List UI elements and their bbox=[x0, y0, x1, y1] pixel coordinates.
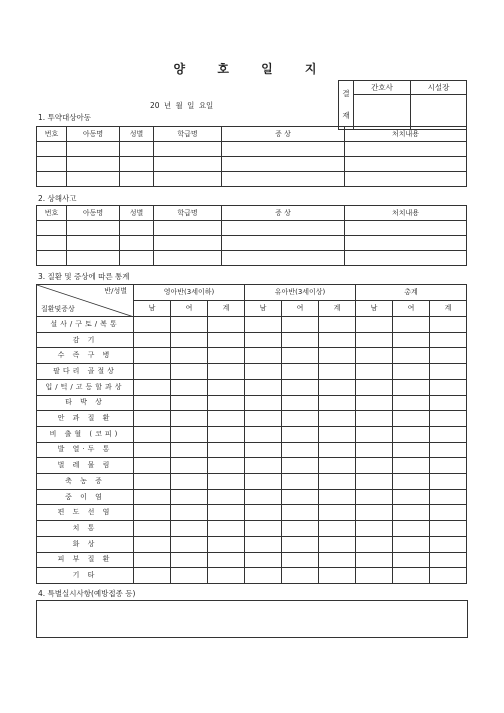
count-cell[interactable] bbox=[393, 442, 430, 458]
gender-subheader: 계 bbox=[208, 301, 245, 317]
count-cell[interactable] bbox=[134, 411, 171, 427]
count-cell[interactable] bbox=[245, 442, 282, 458]
count-cell[interactable] bbox=[356, 395, 393, 411]
corner-label-top: 반/성별 bbox=[104, 287, 127, 295]
count-cell[interactable] bbox=[282, 521, 319, 537]
count-cell[interactable] bbox=[282, 379, 319, 395]
count-cell[interactable] bbox=[208, 395, 245, 411]
table-row[interactable] bbox=[37, 142, 467, 157]
count-cell[interactable] bbox=[282, 474, 319, 490]
count-cell[interactable] bbox=[245, 568, 282, 584]
count-cell[interactable] bbox=[134, 364, 171, 380]
section2-header-row bbox=[37, 206, 467, 221]
count-cell[interactable] bbox=[319, 536, 356, 552]
count-cell[interactable] bbox=[208, 489, 245, 505]
count-cell[interactable] bbox=[430, 505, 467, 521]
table-row bbox=[37, 568, 467, 584]
count-cell[interactable] bbox=[356, 332, 393, 348]
condition-label: 편 도 선 염 bbox=[37, 505, 134, 521]
count-cell[interactable] bbox=[356, 474, 393, 490]
gender-subheader: 남 bbox=[245, 301, 282, 317]
count-cell[interactable] bbox=[208, 379, 245, 395]
count-cell[interactable] bbox=[430, 442, 467, 458]
count-cell[interactable] bbox=[393, 332, 430, 348]
count-cell[interactable] bbox=[282, 364, 319, 380]
count-cell[interactable] bbox=[356, 505, 393, 521]
table-row bbox=[37, 426, 467, 442]
count-cell[interactable] bbox=[171, 332, 208, 348]
condition-label: 입/턱/고등할과상 bbox=[37, 379, 134, 395]
condition-label: 수 족 구 병 bbox=[37, 348, 134, 364]
count-cell[interactable] bbox=[356, 364, 393, 380]
group-toddler: 유아반(3세이상) bbox=[245, 285, 356, 301]
section1-header-row bbox=[37, 127, 467, 142]
count-cell[interactable] bbox=[171, 489, 208, 505]
condition-label: 치 통 bbox=[37, 521, 134, 537]
count-cell[interactable] bbox=[393, 521, 430, 537]
count-cell[interactable] bbox=[393, 458, 430, 474]
count-cell[interactable] bbox=[208, 332, 245, 348]
count-cell[interactable] bbox=[393, 489, 430, 505]
header-class: 학급명 bbox=[154, 127, 222, 142]
count-cell[interactable] bbox=[282, 489, 319, 505]
condition-label: 피 부 질 환 bbox=[37, 552, 134, 568]
count-cell[interactable] bbox=[245, 348, 282, 364]
count-cell[interactable] bbox=[393, 317, 430, 333]
gender-subheader: 여 bbox=[171, 301, 208, 317]
count-cell[interactable] bbox=[430, 568, 467, 584]
table-row bbox=[37, 317, 467, 333]
count-cell[interactable] bbox=[171, 317, 208, 333]
header-symptom: 증 상 bbox=[222, 127, 345, 142]
group-infant: 영아반(3세이하) bbox=[134, 285, 245, 301]
count-cell[interactable] bbox=[319, 458, 356, 474]
count-cell[interactable] bbox=[393, 395, 430, 411]
count-cell[interactable] bbox=[319, 411, 356, 427]
count-cell[interactable] bbox=[393, 411, 430, 427]
count-cell[interactable] bbox=[134, 379, 171, 395]
date-line: 20 년 월 일 요일 bbox=[150, 101, 214, 110]
count-cell[interactable] bbox=[430, 364, 467, 380]
count-cell[interactable] bbox=[245, 552, 282, 568]
count-cell[interactable] bbox=[245, 474, 282, 490]
count-cell[interactable] bbox=[393, 505, 430, 521]
count-cell[interactable] bbox=[319, 317, 356, 333]
count-cell[interactable] bbox=[319, 552, 356, 568]
count-cell[interactable] bbox=[282, 317, 319, 333]
count-cell[interactable] bbox=[134, 442, 171, 458]
count-cell[interactable] bbox=[356, 458, 393, 474]
section4-title: 4. 특별실시사항(예방접종 등) bbox=[38, 589, 136, 598]
header-no: 번호 bbox=[37, 206, 67, 221]
count-cell[interactable] bbox=[430, 348, 467, 364]
count-cell[interactable] bbox=[245, 395, 282, 411]
count-cell[interactable] bbox=[393, 536, 430, 552]
count-cell[interactable] bbox=[282, 411, 319, 427]
count-cell[interactable] bbox=[393, 426, 430, 442]
count-cell[interactable] bbox=[319, 505, 356, 521]
count-cell[interactable] bbox=[245, 489, 282, 505]
count-cell[interactable] bbox=[319, 442, 356, 458]
count-cell[interactable] bbox=[356, 568, 393, 584]
table-row bbox=[37, 442, 467, 458]
table-row bbox=[37, 521, 467, 537]
approval-signature-nurse[interactable] bbox=[354, 95, 411, 130]
count-cell[interactable] bbox=[282, 458, 319, 474]
count-cell[interactable] bbox=[208, 505, 245, 521]
table-row bbox=[37, 411, 467, 427]
count-cell[interactable] bbox=[171, 395, 208, 411]
count-cell[interactable] bbox=[208, 552, 245, 568]
count-cell[interactable] bbox=[356, 442, 393, 458]
corner-label-bottom: 질환및증상 bbox=[41, 305, 75, 313]
count-cell[interactable] bbox=[282, 568, 319, 584]
count-cell[interactable] bbox=[430, 521, 467, 537]
gender-subheader: 여 bbox=[393, 301, 430, 317]
count-cell[interactable] bbox=[171, 568, 208, 584]
count-cell[interactable] bbox=[356, 521, 393, 537]
approval-header-nurse: 간호사 bbox=[354, 81, 411, 95]
gender-subheader: 남 bbox=[134, 301, 171, 317]
count-cell[interactable] bbox=[134, 552, 171, 568]
count-cell[interactable] bbox=[208, 364, 245, 380]
table-row[interactable] bbox=[37, 236, 467, 251]
count-cell[interactable] bbox=[430, 332, 467, 348]
count-cell[interactable] bbox=[356, 411, 393, 427]
condition-label: 안 과 질 환 bbox=[37, 411, 134, 427]
count-cell[interactable] bbox=[134, 521, 171, 537]
count-cell[interactable] bbox=[393, 348, 430, 364]
count-cell[interactable] bbox=[171, 536, 208, 552]
header-class: 학급명 bbox=[154, 206, 222, 221]
approval-header-director: 시설장 bbox=[411, 81, 467, 95]
count-cell[interactable] bbox=[134, 426, 171, 442]
count-cell[interactable] bbox=[171, 458, 208, 474]
condition-label: 팔다리 골절상 bbox=[37, 364, 134, 380]
count-cell[interactable] bbox=[430, 536, 467, 552]
count-cell[interactable] bbox=[356, 552, 393, 568]
count-cell[interactable] bbox=[171, 521, 208, 537]
approval-label: 결 재 bbox=[339, 81, 354, 130]
count-cell[interactable] bbox=[245, 426, 282, 442]
count-cell[interactable] bbox=[245, 379, 282, 395]
header-treatment: 처치내용 bbox=[345, 127, 467, 142]
header-treatment: 처치내용 bbox=[345, 206, 467, 221]
count-cell[interactable] bbox=[171, 442, 208, 458]
table-row bbox=[37, 536, 467, 552]
count-cell[interactable] bbox=[430, 426, 467, 442]
count-cell[interactable] bbox=[134, 536, 171, 552]
table-row bbox=[37, 395, 467, 411]
condition-label: 화 상 bbox=[37, 536, 134, 552]
count-cell[interactable] bbox=[134, 505, 171, 521]
count-cell[interactable] bbox=[356, 489, 393, 505]
condition-label: 설사/구토/복통 bbox=[37, 317, 134, 333]
count-cell[interactable] bbox=[171, 505, 208, 521]
gender-subheader: 계 bbox=[319, 301, 356, 317]
count-cell[interactable] bbox=[393, 379, 430, 395]
table-row bbox=[37, 348, 467, 364]
count-cell[interactable] bbox=[319, 521, 356, 537]
count-cell[interactable] bbox=[208, 568, 245, 584]
count-cell[interactable] bbox=[393, 552, 430, 568]
count-cell[interactable] bbox=[319, 348, 356, 364]
count-cell[interactable] bbox=[319, 395, 356, 411]
section1-title: 1. 투약대상아동 bbox=[38, 113, 92, 122]
count-cell[interactable] bbox=[245, 505, 282, 521]
count-cell[interactable] bbox=[208, 536, 245, 552]
table-row[interactable] bbox=[37, 172, 467, 187]
table-row bbox=[37, 474, 467, 490]
header-gender: 성별 bbox=[120, 127, 154, 142]
count-cell[interactable] bbox=[282, 505, 319, 521]
header-child-name: 아동명 bbox=[67, 127, 120, 142]
condition-label: 중 이 염 bbox=[37, 489, 134, 505]
count-cell[interactable] bbox=[282, 348, 319, 364]
section3-title: 3. 질환 및 증상에 따른 통계 bbox=[38, 272, 130, 281]
table-row bbox=[37, 505, 467, 521]
count-cell[interactable] bbox=[282, 426, 319, 442]
count-cell[interactable] bbox=[430, 489, 467, 505]
section2-title: 2. 상해사고 bbox=[38, 194, 77, 203]
table-row bbox=[37, 458, 467, 474]
condition-label: 타 박 상 bbox=[37, 395, 134, 411]
count-cell[interactable] bbox=[245, 411, 282, 427]
count-cell[interactable] bbox=[208, 317, 245, 333]
stats-corner-cell bbox=[37, 285, 134, 317]
count-cell[interactable] bbox=[319, 426, 356, 442]
count-cell[interactable] bbox=[171, 411, 208, 427]
count-cell[interactable] bbox=[171, 348, 208, 364]
table-row bbox=[37, 379, 467, 395]
count-cell[interactable] bbox=[430, 379, 467, 395]
count-cell[interactable] bbox=[208, 442, 245, 458]
gender-subheader: 계 bbox=[430, 301, 467, 317]
group-total: 총계 bbox=[356, 285, 467, 301]
table-row bbox=[37, 364, 467, 380]
count-cell[interactable] bbox=[319, 489, 356, 505]
gender-subheader: 여 bbox=[282, 301, 319, 317]
count-cell[interactable] bbox=[134, 489, 171, 505]
count-cell[interactable] bbox=[393, 568, 430, 584]
condition-label: 비 출혈 (코피) bbox=[37, 426, 134, 442]
count-cell[interactable] bbox=[245, 458, 282, 474]
count-cell[interactable] bbox=[134, 474, 171, 490]
approval-signature-director[interactable] bbox=[411, 95, 467, 130]
page-title: 양 호 일 지 bbox=[173, 62, 331, 76]
count-cell[interactable] bbox=[430, 317, 467, 333]
count-cell[interactable] bbox=[134, 348, 171, 364]
count-cell[interactable] bbox=[393, 474, 430, 490]
count-cell[interactable] bbox=[430, 395, 467, 411]
count-cell[interactable] bbox=[208, 521, 245, 537]
count-cell[interactable] bbox=[430, 552, 467, 568]
count-cell[interactable] bbox=[430, 458, 467, 474]
count-cell[interactable] bbox=[171, 552, 208, 568]
count-cell[interactable] bbox=[171, 364, 208, 380]
count-cell[interactable] bbox=[393, 364, 430, 380]
header-symptom: 증 상 bbox=[222, 206, 345, 221]
count-cell[interactable] bbox=[245, 536, 282, 552]
table-row bbox=[37, 489, 467, 505]
count-cell[interactable] bbox=[245, 521, 282, 537]
condition-label: 기 타 bbox=[37, 568, 134, 584]
count-cell[interactable] bbox=[245, 317, 282, 333]
count-cell[interactable] bbox=[430, 474, 467, 490]
count-cell[interactable] bbox=[171, 379, 208, 395]
table-row[interactable] bbox=[37, 251, 467, 266]
count-cell[interactable] bbox=[356, 317, 393, 333]
section1-table bbox=[36, 126, 467, 187]
section2-table bbox=[36, 205, 467, 266]
table-row[interactable] bbox=[37, 157, 467, 172]
count-cell[interactable] bbox=[356, 379, 393, 395]
condition-label: 벌 레 물 림 bbox=[37, 458, 134, 474]
count-cell[interactable] bbox=[319, 568, 356, 584]
count-cell[interactable] bbox=[356, 536, 393, 552]
count-cell[interactable] bbox=[282, 536, 319, 552]
count-cell[interactable] bbox=[134, 458, 171, 474]
table-row bbox=[37, 332, 467, 348]
section3-stats-table bbox=[36, 284, 467, 584]
header-no: 번호 bbox=[37, 127, 67, 142]
gender-subheader: 남 bbox=[356, 301, 393, 317]
table-row bbox=[37, 552, 467, 568]
count-cell[interactable] bbox=[134, 395, 171, 411]
condition-label: 발 열·두 통 bbox=[37, 442, 134, 458]
count-cell[interactable] bbox=[319, 364, 356, 380]
count-cell[interactable] bbox=[208, 411, 245, 427]
count-cell[interactable] bbox=[356, 426, 393, 442]
count-cell[interactable] bbox=[208, 426, 245, 442]
count-cell[interactable] bbox=[134, 568, 171, 584]
special-notes-field[interactable] bbox=[36, 600, 468, 638]
count-cell[interactable] bbox=[319, 379, 356, 395]
count-cell[interactable] bbox=[319, 332, 356, 348]
header-child-name: 아동명 bbox=[67, 206, 120, 221]
stats-group-row bbox=[37, 285, 467, 301]
count-cell[interactable] bbox=[282, 442, 319, 458]
count-cell[interactable] bbox=[282, 332, 319, 348]
count-cell[interactable] bbox=[430, 411, 467, 427]
approval-box bbox=[338, 80, 467, 130]
count-cell[interactable] bbox=[208, 458, 245, 474]
table-row[interactable] bbox=[37, 221, 467, 236]
header-gender: 성별 bbox=[120, 206, 154, 221]
count-cell[interactable] bbox=[245, 364, 282, 380]
count-cell[interactable] bbox=[245, 332, 282, 348]
count-cell[interactable] bbox=[356, 348, 393, 364]
count-cell[interactable] bbox=[319, 474, 356, 490]
condition-label: 감 기 bbox=[37, 332, 134, 348]
count-cell[interactable] bbox=[134, 332, 171, 348]
count-cell[interactable] bbox=[208, 348, 245, 364]
count-cell[interactable] bbox=[282, 395, 319, 411]
count-cell[interactable] bbox=[282, 552, 319, 568]
count-cell[interactable] bbox=[171, 426, 208, 442]
count-cell[interactable] bbox=[208, 474, 245, 490]
count-cell[interactable] bbox=[134, 317, 171, 333]
count-cell[interactable] bbox=[171, 474, 208, 490]
condition-label: 축 농 증 bbox=[37, 474, 134, 490]
